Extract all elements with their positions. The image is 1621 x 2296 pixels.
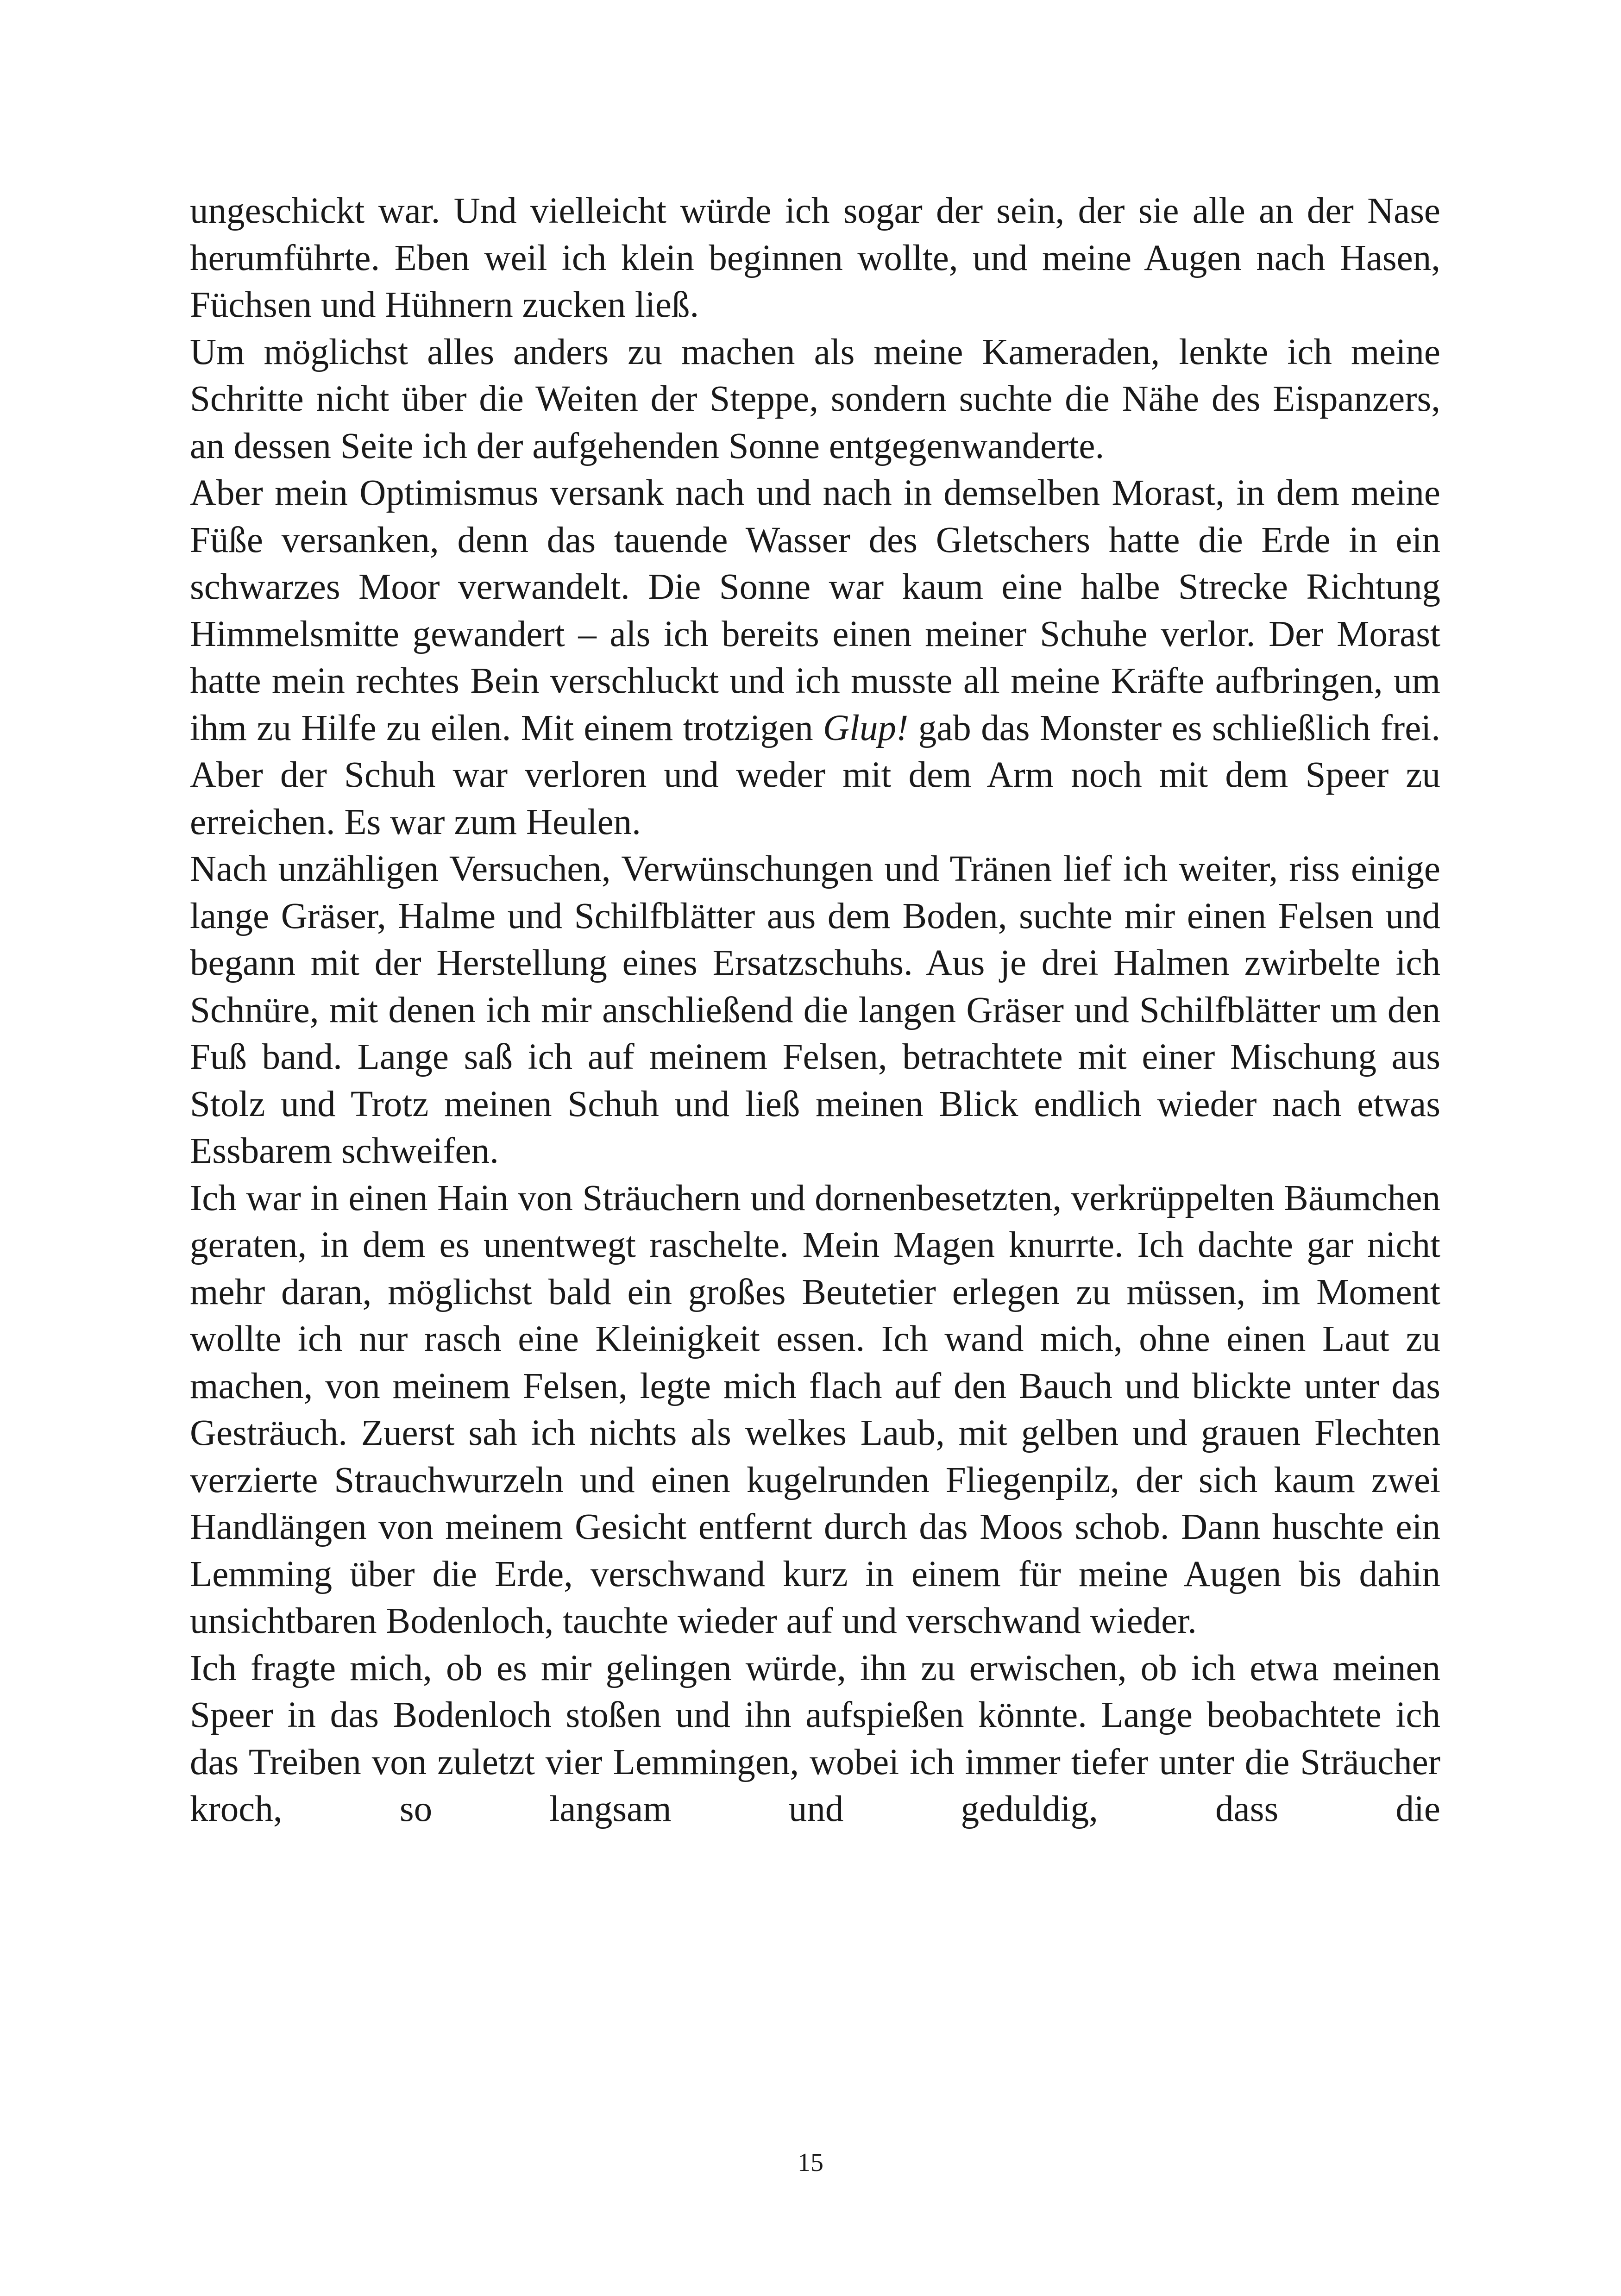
page-number: 15 — [798, 2148, 823, 2177]
paragraph — [190, 470, 1440, 846]
italic-sound-word: Glup! — [823, 708, 909, 748]
paragraph-text: gab das Monster es schließlich frei. Aber der Schuh war verloren und weder mit dem Arm noch mit dem Speer zu erreichen. Es war zum Heulen. — [190, 708, 1440, 842]
paragraph-text: ungeschickt war. Und vielleicht würde ich sogar der sein, der sie alle an der Nase herumführte. Eben weil ich klein beginnen wollte, und meine Augen nach Hasen, Füchsen und Hühnern zucken ließ. — [190, 191, 1440, 325]
paragraph — [190, 1645, 1440, 1833]
paragraph-text: Aber mein Optimismus versank nach und nach in demselben Morast, in dem meine Füße versanken, denn das tauende Wasser des Gletschers hatte die Erde in ein schwarzes Moor verwandelt. Die Sonne war kaum eine halbe Strecke Richtung Himmelsmitte gewandert – als ich bereits einen meiner Schuhe verlor. Der Morast hatte mein rechtes Bein verschluckt und ich musste all meine Kräfte aufbringen, um ihm zu Hilfe zu eilen. Mit einem trotzigen — [190, 473, 1440, 748]
paragraph-text: Ich war in einen Hain von Sträuchern und dornenbesetzten, verkrüppelten Bäumchen geraten, in dem es unentwegt raschelte. Mein Magen knurrte. Ich dachte gar nicht mehr daran, möglichst bald ein großes Beutetier erlegen zu müssen, im Moment wollte ich nur rasch eine Kleinigkeit essen. Ich wand mich, ohne einen Laut zu machen, von meinem Felsen, legte mich flach auf den Bauch und blickte unter das Gesträuch. Zuerst sah ich nichts als welkes Laub, mit gelben und grauen Flechten verzierte Strauchwurzeln und einen kugelrunden Fliegenpilz, der sich kaum zwei Handlängen von meinem Gesicht entfernt durch das Moos schob. Dann huschte ein Lemming über die Erde, verschwand kurz in einem für meine Augen bis dahin unsichtbaren Bodenloch, tauchte wieder auf und verschwand wieder. — [190, 1178, 1440, 1641]
paragraph-text: Nach unzähligen Versuchen, Verwünschungen und Tränen lief ich weiter, riss einige lange Gräser, Halme und Schilfblätter aus dem Boden, suchte mir einen Felsen und begann mit der Herstellung eines Ersatzschuhs. Aus je drei Halmen zwirbelte ich Schnüre, mit denen ich mir anschließend die langen Gräser und Schilfblätter um den Fuß band. Lange saß ich auf meinem Felsen, betrachtete mit einer Mischung aus Stolz und Trotz meinen Schuh und ließ meinen Blick endlich wieder nach etwas Essbarem schweifen. — [190, 849, 1440, 1171]
paragraph — [190, 329, 1440, 470]
body-text — [190, 188, 1440, 1833]
paragraph-text: Ich fragte mich, ob es mir gelingen würde, ihn zu erwischen, ob ich etwa meinen Speer in das Bodenloch stoßen und ihn aufspießen könnte. Lange beobachtete ich das Treiben von zuletzt vier Lemmingen, wobei ich immer tiefer unter die Sträucher kroch, so langsam und geduldig, dass die — [190, 1648, 1440, 1829]
paragraph — [190, 846, 1440, 1175]
paragraph — [190, 188, 1440, 329]
paragraph — [190, 1175, 1440, 1645]
paragraph-text: Um möglichst alles anders zu machen als meine Kameraden, lenkte ich meine Schritte nicht über die Weiten der Steppe, sondern suchte die Nähe des Eispanzers, an dessen Seite ich der aufgehenden Sonne entgegenwanderte. — [190, 332, 1440, 466]
